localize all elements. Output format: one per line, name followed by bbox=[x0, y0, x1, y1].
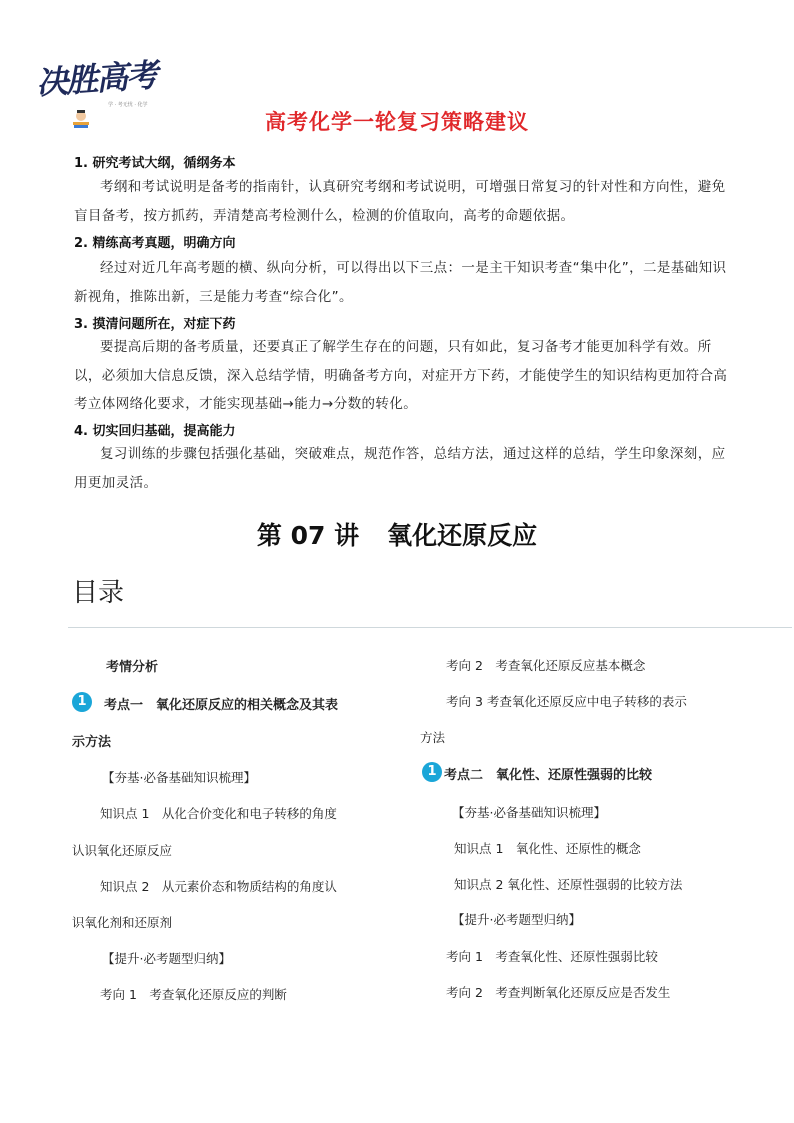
advice-heading-2: 2. 精练高考真题，明确方向 bbox=[74, 236, 236, 251]
toc-heading: 目录 bbox=[72, 578, 125, 608]
advice-heading-3: 3. 摸清问题所在，对症下药 bbox=[74, 317, 236, 332]
toc-item[interactable]: 考向 3 考查氧化还原反应中电子转移的表示 bbox=[446, 694, 687, 709]
toc-item[interactable]: 【提升·必考题型归纳】 bbox=[102, 951, 231, 966]
toc-item[interactable]: 【提升·必考题型归纳】 bbox=[452, 912, 581, 927]
advice-body-3: 要提高后期的备考质量，还要真正了解学生存在的问题，只有如此，复习备考才能更加科学有效。所以，必须加大信息反馈，深入总结学情，明确备考方向，对症开方下药，才能使学生的知识结构更加符合高考立体网络化要求，才能实现基础→能力→分数的转化。 bbox=[74, 339, 728, 412]
toc-item[interactable]: 知识点 2 氧化性、还原性强弱的比较方法 bbox=[454, 877, 683, 892]
toc-item[interactable]: 考向 2 考查判断氧化还原反应是否发生 bbox=[446, 985, 671, 1000]
divider bbox=[68, 627, 792, 628]
advice-body-1: 考纲和考试说明是备考的指南针，认真研究考纲和考试说明，可增强日常复习的针对性和方向性，避免盲目备考，按方抓药，弄清楚高考检测什么，检测的价值取向，高考的命题依据。 bbox=[74, 179, 726, 224]
logo-subtitle: 学 · 考无忧 · 化学 bbox=[108, 102, 148, 108]
lecture-title bbox=[0, 516, 794, 552]
advice-heading-4: 4. 切实回归基础，提高能力 bbox=[74, 424, 236, 439]
toc-item[interactable]: 考点二 氧化性、还原性强弱的比较 bbox=[444, 768, 653, 783]
advice-body-2: 经过对近几年高考题的横、纵向分析，可以得出以下三点：一是主干知识考查“集中化”，二是基础知识新视角，推陈出新，三是能力考查“综合化”。 bbox=[74, 260, 727, 305]
toc-item[interactable]: 识氧化剂和还原剂 bbox=[72, 915, 173, 930]
toc-item[interactable]: 知识点 1 氧化性、还原性的概念 bbox=[454, 841, 641, 856]
logo-text: 决胜高考 bbox=[34, 55, 158, 103]
toc-item[interactable]: 【夯基·必备基础知识梳理】 bbox=[452, 805, 606, 820]
number-badge-icon: 1 bbox=[72, 692, 92, 712]
toc-item[interactable]: 【夯基·必备基础知识梳理】 bbox=[102, 770, 256, 785]
toc-item[interactable]: 知识点 2 从元素价态和物质结构的角度认 bbox=[100, 879, 337, 894]
toc-item[interactable]: 考向 1 考查氧化还原反应的判断 bbox=[100, 987, 287, 1002]
toc-item[interactable]: 方法 bbox=[420, 730, 446, 745]
number-badge-icon: 1 bbox=[422, 762, 442, 782]
advice-body-4: 复习训练的步骤包括强化基础，突破难点，规范作答，总结方法，通过这样的总结，学生印象深刻，应用更加灵活。 bbox=[74, 446, 726, 491]
toc-item[interactable]: 考向 2 考查氧化还原反应基本概念 bbox=[446, 658, 646, 673]
toc-item[interactable]: 考向 1 考查氧化性、还原性强弱比较 bbox=[446, 949, 658, 964]
toc-item[interactable]: 认识氧化还原反应 bbox=[72, 843, 173, 858]
document-title: 高考化学一轮复习策略建议 bbox=[265, 110, 529, 134]
toc-item[interactable]: 考点一 氧化还原反应的相关概念及其表 bbox=[104, 698, 339, 713]
toc-item[interactable]: 示方法 bbox=[72, 735, 112, 750]
lecture-number: 第 07 讲 bbox=[256, 521, 360, 550]
toc-item[interactable]: 知识点 1 从化合价变化和电子转移的角度 bbox=[100, 806, 337, 821]
advice-heading-1: 1. 研究考试大纲，循纲务本 bbox=[74, 156, 236, 171]
toc-item[interactable]: 考情分析 bbox=[106, 660, 159, 675]
lecture-name: 氧化还原反应 bbox=[387, 521, 538, 550]
